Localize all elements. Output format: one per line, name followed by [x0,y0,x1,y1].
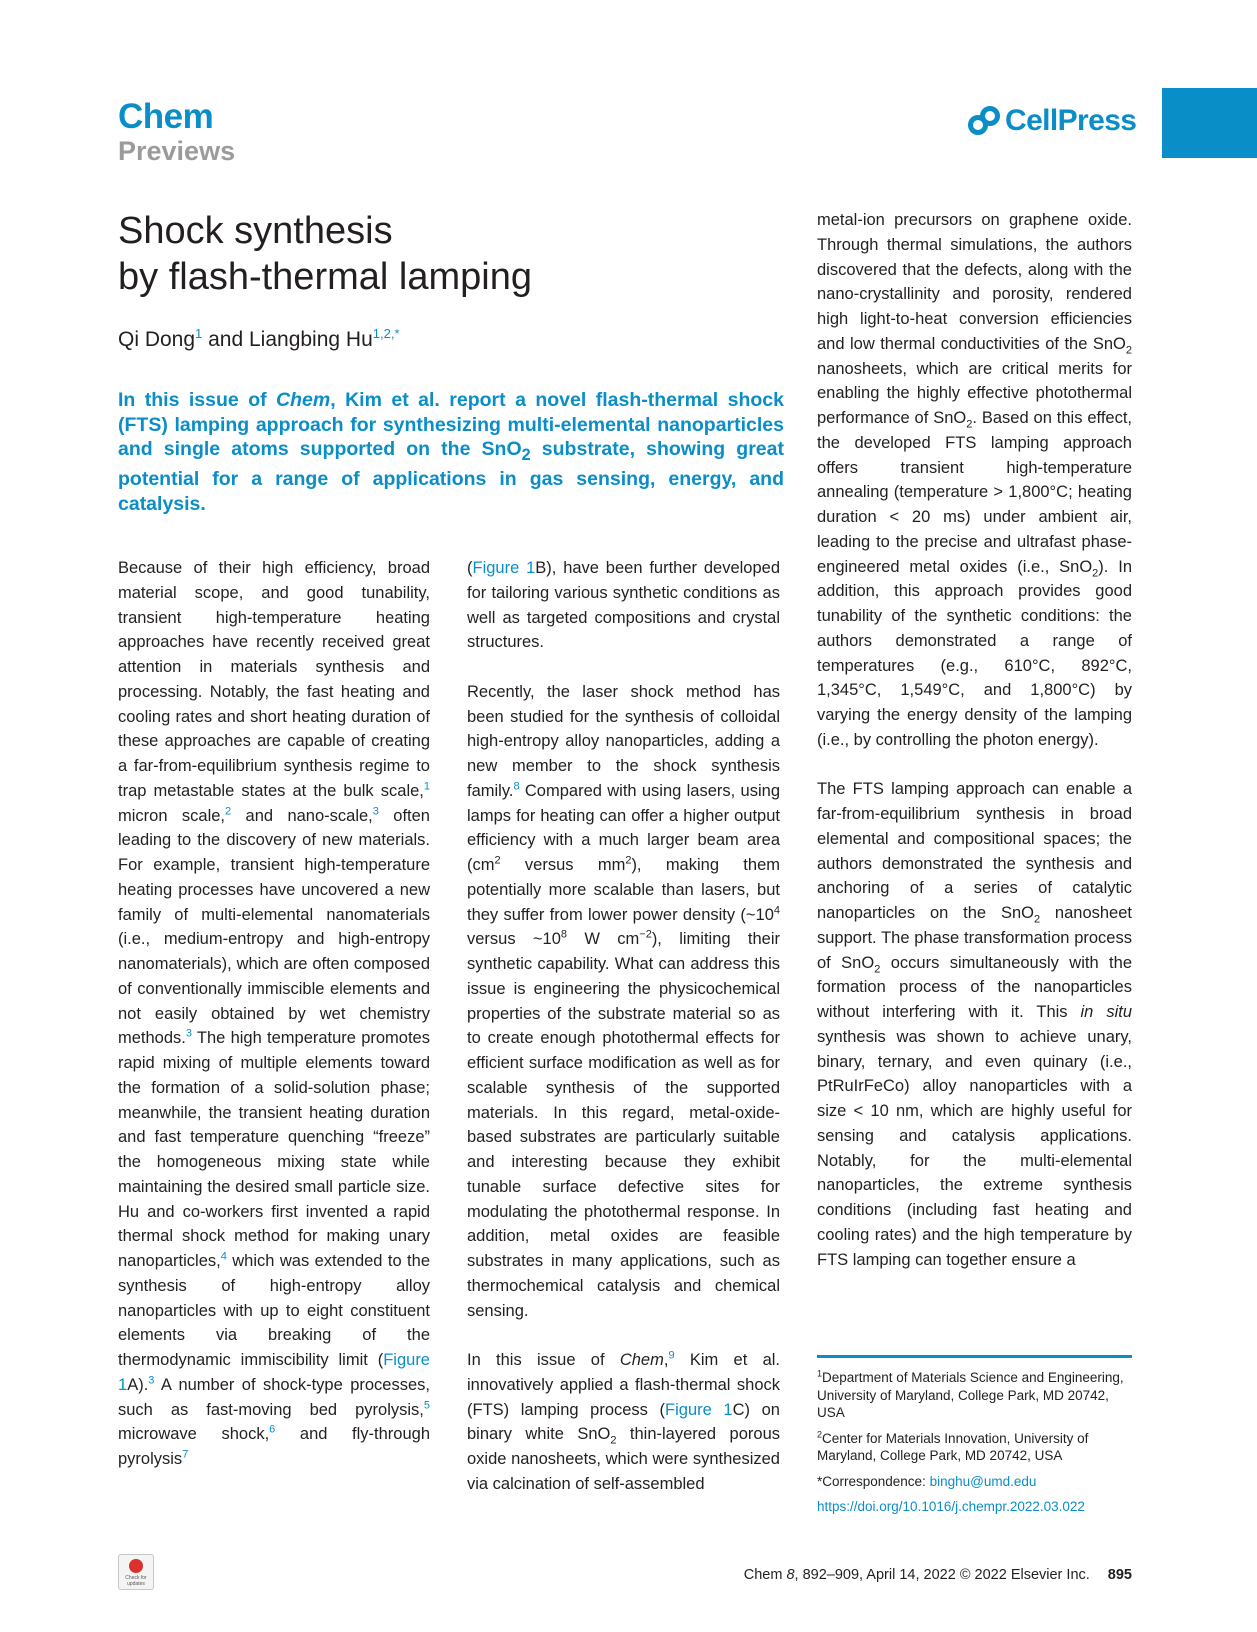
exponent: −2 [639,928,652,941]
journal-italic: Chem [619,1351,664,1369]
affiliation-ref[interactable]: 1,2,* [372,326,400,341]
reference-link[interactable]: 3 [148,1374,155,1387]
author-separator: and [202,328,249,351]
affiliation-2: $^2$Center for Materials Innovation, University of Maryland, College Park, MD 20742, USA [817,1429,1089,1463]
exponent: 4 [773,904,780,916]
check-for-updates-icon[interactable] [118,1554,154,1590]
affiliation-divider [817,1355,1132,1358]
body-column-3 [817,208,1132,1297]
body-column-1 [118,556,430,1497]
article-title [118,208,678,300]
reference-link[interactable]: 5 [423,1399,430,1411]
body-paragraph: The FTS lamping approach can enable a far-from-equilibrium synthesis in broad elemental and compositional spaces; the authors demonstrated the synthesis and anchoring of a series of catalytic nanoparticles on the SnO$_2$ nanosheet support. The phase transformation process of SnO$_2$ occurs simultaneously with the formation process of the nanoparticles without interfering with it. This in situ synthesis was shown to achieve unary, binary, ternary, and even quinary (i.e., PtRuIrFeCo) alloy nanoparticles with a size < 10 nm, which are highly useful for sensing and catalysis applications. Notably, for the multi-elemental nanoparticles, the extreme synthesis conditions (including fast heating and cooling rates) and the high temperature by FTS lamping can together ensure a [817,780,1132,1269]
title-line-2: by flash-thermal lamping [118,256,532,298]
badge-mark [129,1559,143,1573]
figure-link[interactable]: Figure 1 [118,1351,430,1394]
corner-tab [1162,88,1257,158]
publisher-logo [967,104,1136,138]
email-link[interactable]: binghu@umd.edu [929,1473,1037,1489]
publisher-name: CellPress [1005,104,1137,137]
cellpress-logo-icon [967,105,1001,137]
reference-link[interactable]: 6 [269,1423,276,1436]
page-number: 895 [1107,1567,1132,1583]
author-name: Liangbing Hu [249,328,373,351]
summary-paragraph: In this issue of Chem, Kim et al. report a novel flash-thermal shock (FTS) lamping approach for synthesizing multi-elemental nanoparticles and single atoms supported on the SnO$_2$ substrate, showing great potential for a range of applications in gas sensing, energy, and catalysis. [118,389,784,515]
body-paragraph: (Figure 1B), have been further developed for tailoring various synthetic conditions as well as targeted compositions and crystal structures. [467,559,781,652]
body-column-2 [467,556,780,1521]
exponent: 2 [625,854,632,867]
reference-link[interactable]: 2 [225,805,232,817]
doi-line [817,1498,1132,1516]
body-paragraph: Because of their high efficiency, broad material scope, and good tunability, transient high-temperature heating approaches have recently received great attention in materials synthesis and processing. Notably, the fast heating and cooling rates and short heating duration of these approaches are capable of creating a far-from-equilibrium synthesis regime to trap metastable states at the bulk scale,$^1$ micron scale,$^2$ and nano-scale,$^3$ often leading to the discovery of new materials. For example, transient high-temperature heating processes have uncovered a new family of multi-elemental nanomaterials (i.e., medium-entropy and high-entropy nanomaterials), which are often composed of conventionally immiscible elements and not easily obtained by wet chemistry methods.$^3$ The high temperature promotes rapid mixing of multiple elements toward the formation of a solid-solution phase; meanwhile, the transient heating duration and fast temperature quenching “freeze” the homogeneous mixing state while maintaining the desired small particle size. Hu and co-workers first invented a rapid thermal shock method for making unary nanoparticles,$^4$ which was extended to the synthesis of high-entropy alloy nanoparticles with up to eight constituent elements via breaking of the thermodynamic immiscibility limit (Figure 1A).$^3$ A number of shock-type processes, such as fast-moving bed pyrolysis,$^5$ microwave shock,$^6$ and fly-through pyrolysis$^7$ [118,559,430,1468]
figure-link[interactable]: Figure 1 [665,1400,733,1419]
journal-italic: Chem [276,389,331,411]
correspondence: *Correspondence: binghu@umd.edu [817,1473,1037,1489]
italic-term: in situ [1080,1003,1132,1021]
journal-name: Chem [118,97,214,136]
title-line-1: Shock synthesis [118,210,393,252]
page-footer: Chem 8, 892–909, April 14, 2022 © 2022 Elsevier Inc. 895 [743,1567,1132,1583]
journal-logo [118,98,235,166]
badge-label: Check for updates [125,1575,147,1587]
body-paragraph: metal-ion precursors on graphene oxide. Through thermal simulations, the authors discovered that the defects, along with the nano-crystallinity and porosity, rendered high light-to-heat conversion efficiencies and low thermal conductivities of the SnO$_2$ nanosheets, which are critical merits for enabling the highly effective photothermal performance of SnO$_2$. Based on this effect, the developed FTS lamping approach offers transient high-temperature annealing (temperature > 1,800°C; heating duration < 20 ms) under ambient air, leading to the precise and ultrafast phase-engineered metal oxides (i.e., SnO$_2$). In addition, this approach provides good tunability of the synthetic conditions: the authors demonstrated a range of temperatures (e.g., 610°C, 892°C, 1,345°C, 1,549°C, and 1,800°C) by varying the energy density of the lamping (i.e., by controlling the photon energy). [817,211,1132,749]
author-name: Qi Dong [118,328,196,351]
exponent: 2 [494,854,501,867]
affiliation-1: $^1$Department of Materials Science and Engineering, University of Maryland, College Park, MD 20742, USA [817,1368,1124,1420]
reference-link[interactable]: 3 [185,1027,192,1040]
author-list [118,326,400,352]
section-label: Previews [118,136,236,166]
body-paragraph: In this issue of Chem,$^9$ Kim et al. innovatively applied a flash-thermal shock (FTS) lamping process (Figure 1C) on binary white SnO$_2$ thin-layered porous oxide nanosheets, which were synthesized via calcination of self-assembled [467,1349,780,1493]
affiliation-ref[interactable]: 1 [195,326,203,341]
volume-number: 8 [786,1567,795,1583]
affiliations [817,1369,1132,1524]
reference-link[interactable]: 1 [423,780,430,793]
reference-link[interactable]: 9 [668,1349,675,1362]
doi-link[interactable]: https://doi.org/10.1016/j.chempr.2022.03.022 [817,1499,1085,1514]
exponent: 8 [560,928,568,941]
figure-link[interactable]: Figure 1 [472,559,536,577]
body-paragraph: Recently, the laser shock method has been studied for the synthesis of colloidal high-entropy alloy nanoparticles, adding a new member to the shock synthesis family.$^8$ Compared with using lasers, using lamps for heating can offer a higher output efficiency with a much larger beam area ($cm^2$ versus $mm^2$), making them potentially more scalable than lasers, but they suffer from lower power density ($\sim 10^4$ versus $\sim 10^8$ W $cm^{-2}$), limiting their synthetic capability. What can address this issue is engineering the physicochemical properties of the substrate material so as to create enough photothermal effects for efficient surface modification as well as for scalable synthesis of the supported materials. In this regard, metal-oxide-based substrates are particularly suitable and interesting because they exhibit tunable surface defective sites for modulating the photothermal response. In addition, metal oxides are feasible substrates in many applications, such as thermochemical catalysis and chemical sensing. [467,682,780,1320]
reference-link[interactable]: 3 [372,805,379,817]
reference-link[interactable]: 8 [513,780,520,793]
reference-link[interactable]: 7 [182,1448,189,1461]
reference-link[interactable]: 4 [220,1250,227,1263]
